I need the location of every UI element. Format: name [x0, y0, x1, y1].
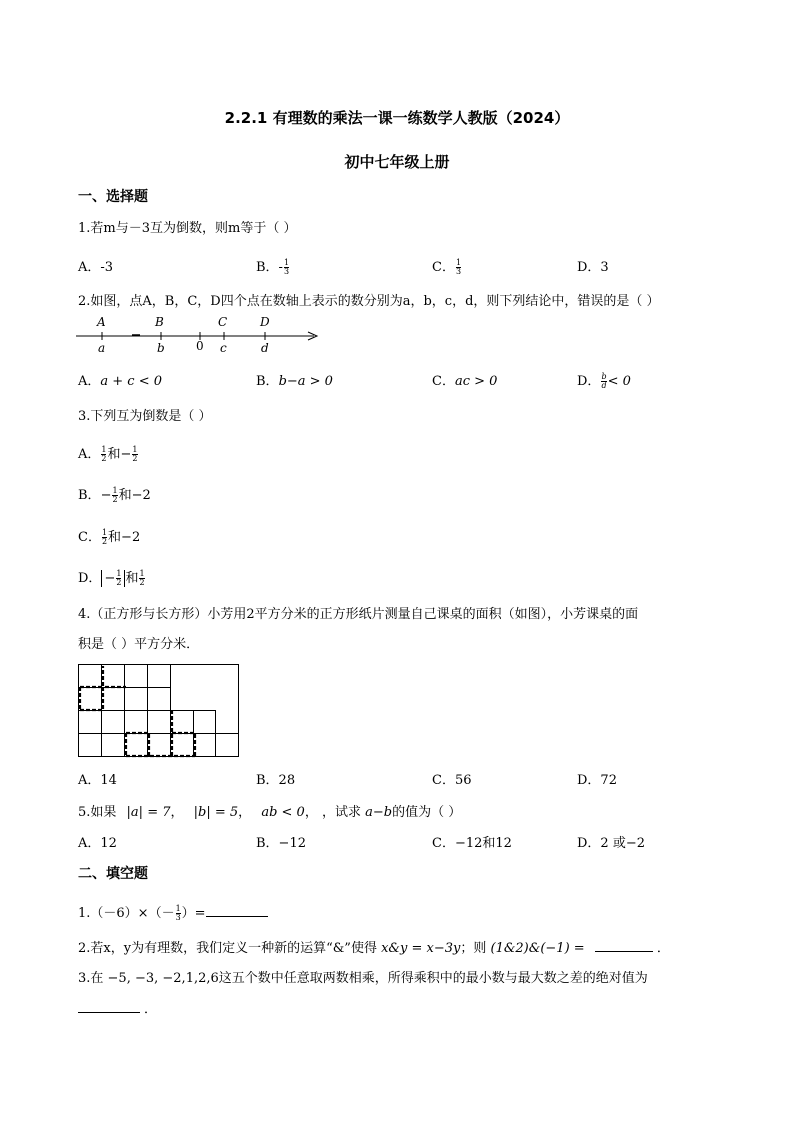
- q3-option-c: C． $\frac{1}{2}$ 和−2: [78, 528, 141, 546]
- value-label-zero: 0: [196, 339, 204, 353]
- question-4-stem-line1: 4.（正方形与长方形）小芳用2平方分米的正方形纸片测量自己课桌的面积（如图），小芳课桌的面: [78, 607, 639, 622]
- point-label-B: B: [155, 315, 164, 329]
- question-4-stem-line2: 积是（ ）平方分米．: [78, 637, 200, 652]
- q2-option-a: A．a + c < 0: [78, 374, 163, 389]
- q2-option-d: D． $\frac{b}{d}$ < 0: [577, 372, 631, 390]
- q4-option-b: B．28: [256, 773, 296, 788]
- section-heading-choice: 一、选择题: [78, 189, 148, 205]
- answer-blank-2[interactable]: [595, 951, 653, 952]
- q4-option-d: D．72: [577, 773, 617, 788]
- q3-option-d: D． − $\frac{1}{2}$ 和 $\frac{1}{2}$: [78, 569, 145, 587]
- value-label-a: a: [98, 341, 106, 355]
- fill-question-3-line2: ．: [78, 998, 157, 1017]
- page-subtitle: 初中七年级上册: [344, 153, 450, 171]
- question-3-stem: 3.下列互为倒数是（ ）: [78, 409, 212, 424]
- number-line-figure: [76, 312, 326, 356]
- q1-option-a: A．-3: [78, 260, 114, 275]
- q2-option-c: C．ac > 0: [432, 374, 498, 389]
- value-label-d: d: [261, 341, 269, 355]
- value-label-c: c: [220, 341, 227, 355]
- desk-grid-figure: [78, 664, 240, 758]
- fill-question-3-line1: 3.在 −5, −3, −2,1,2,6这五个数中任意取两数相乘，所得乘积中的最小数与最大数之差的绝对值为: [78, 971, 648, 986]
- point-label-C: C: [218, 315, 228, 329]
- q1-option-b: B．- $\frac{1}{3}$: [256, 258, 290, 276]
- point-label-A: A: [97, 315, 106, 329]
- answer-blank-3[interactable]: [78, 1012, 140, 1013]
- question-5-stem: 5.如果 |a| = 7， |b| = 5， ab < 0， ，试求 a−b的值为（ ）: [78, 805, 462, 820]
- fill-question-1: 1.（－6）×（－ $\frac{1}{3}$ ）=: [78, 902, 268, 922]
- q2-option-b: B．b−a > 0: [256, 374, 333, 389]
- q5-option-c: C．−12和12: [432, 836, 512, 851]
- q4-option-c: C．56: [432, 773, 472, 788]
- q3-option-a: A． $\frac{1}{2}$ 和− $\frac{1}{2}$: [78, 445, 138, 463]
- question-1-stem: 1.若m与－3互为倒数，则m等于（ ）: [78, 221, 297, 236]
- point-label-D: D: [260, 315, 270, 329]
- q4-option-a: A．14: [78, 773, 117, 788]
- q5-option-a: A．12: [78, 836, 117, 851]
- q3-option-b: B．− $\frac{1}{2}$ 和−2: [78, 486, 151, 504]
- value-label-b: b: [157, 341, 165, 355]
- fill-question-2: 2.若x，y为有理数，我们定义一种新的运算“&”使得 x&y = x−3y；则 (1&2)&(−1) = ．: [78, 941, 670, 956]
- q1-option-c: C． $\frac{1}{3}$: [432, 258, 462, 276]
- page-title: 2.2.1 有理数的乘法一课一练数学人教版（2024）: [224, 109, 570, 127]
- section-heading-fill: 二、填空题: [78, 866, 148, 882]
- answer-blank-1[interactable]: [206, 916, 268, 917]
- q5-option-d: D．2 或−2: [577, 836, 645, 851]
- q1-option-d: D．3: [577, 260, 609, 275]
- q5-option-b: B．−12: [256, 836, 306, 851]
- question-2-stem: 2.如图，点A，B，C，D四个点在数轴上表示的数分别为a，b，c，d，则下列结论中，错误的是（ ）: [78, 294, 660, 309]
